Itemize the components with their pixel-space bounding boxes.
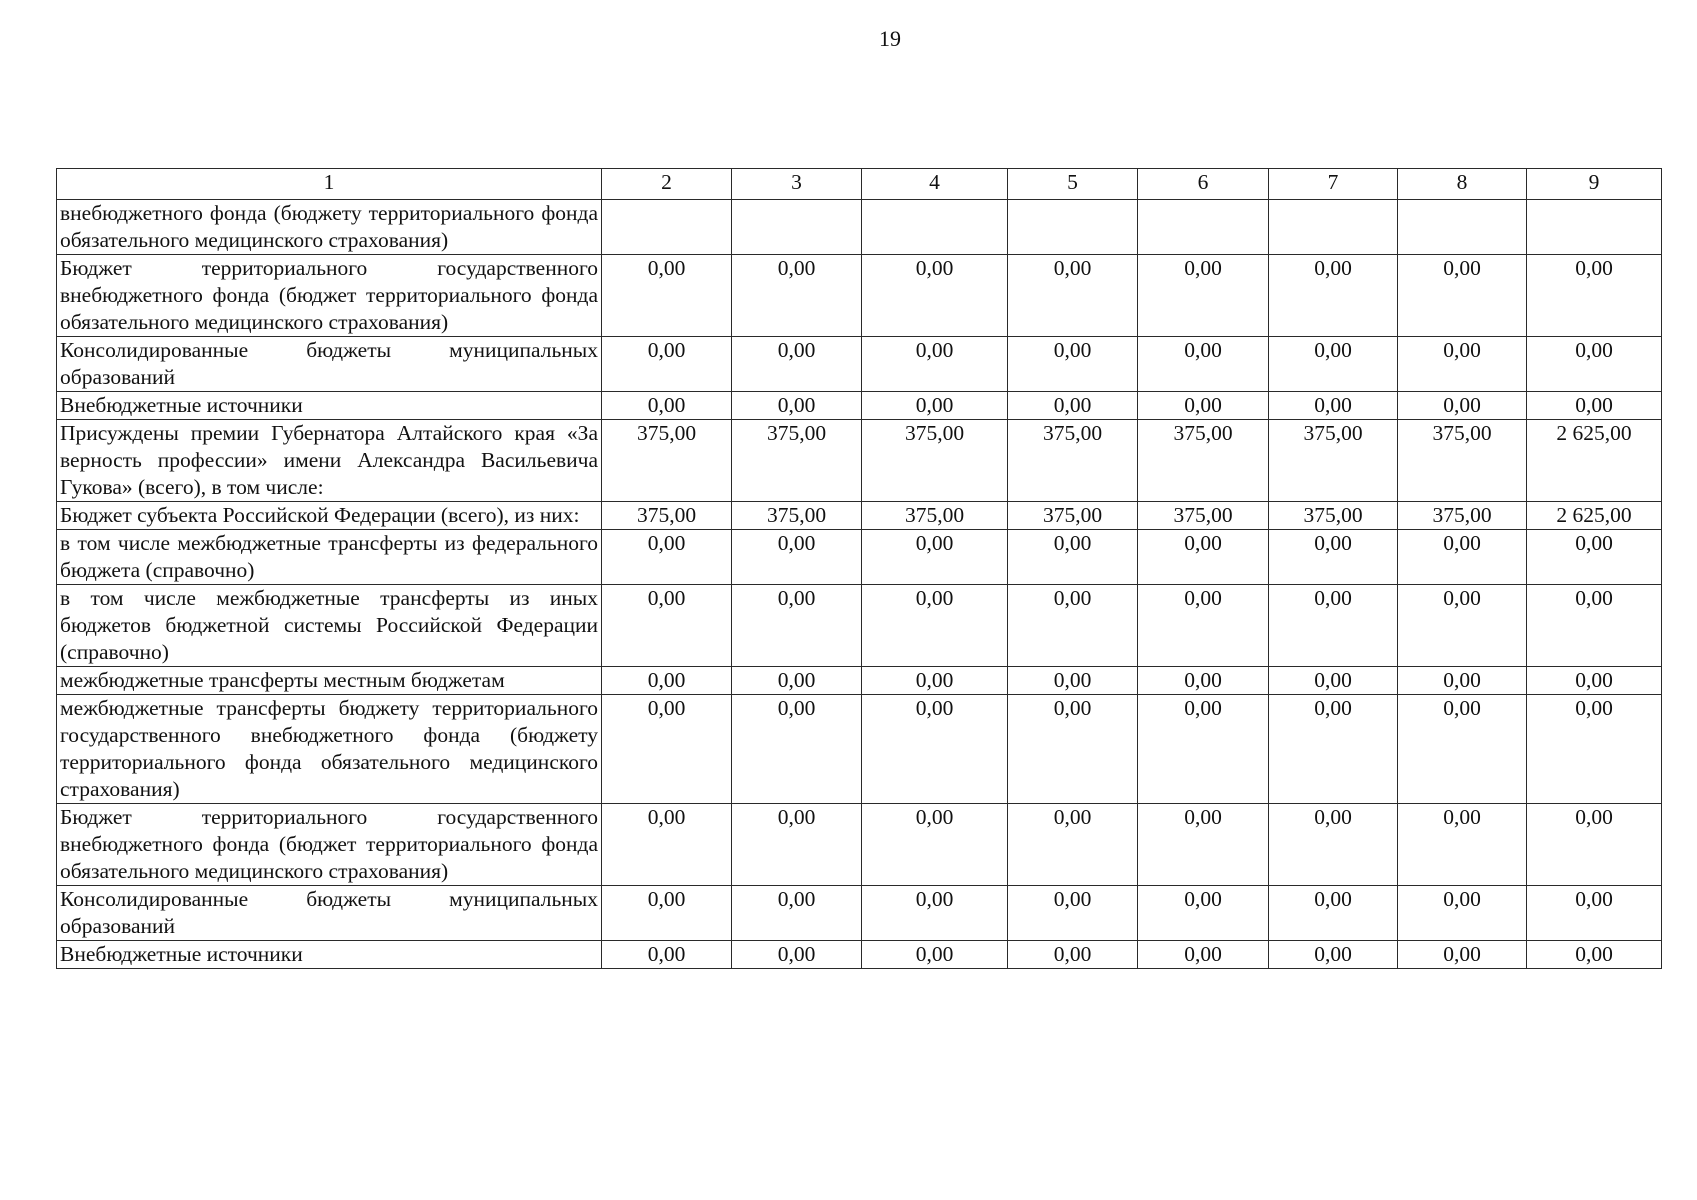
value-cell bbox=[1138, 200, 1269, 255]
value-cell: 0,00 bbox=[1398, 337, 1527, 392]
value-cell: 375,00 bbox=[1398, 502, 1527, 530]
value-cell: 0,00 bbox=[602, 392, 732, 420]
value-cell: 0,00 bbox=[1138, 695, 1269, 804]
row-label: Внебюджетные источники bbox=[57, 941, 602, 969]
value-cell: 0,00 bbox=[1008, 585, 1138, 667]
value-cell: 0,00 bbox=[1008, 337, 1138, 392]
value-cell: 375,00 bbox=[1269, 502, 1398, 530]
table-row bbox=[57, 886, 1662, 941]
table-row bbox=[57, 200, 1662, 255]
column-header: 2 bbox=[602, 169, 732, 200]
table-row bbox=[57, 667, 1662, 695]
column-header: 1 bbox=[57, 169, 602, 200]
value-cell: 0,00 bbox=[732, 667, 862, 695]
value-cell bbox=[602, 200, 732, 255]
value-cell: 0,00 bbox=[732, 695, 862, 804]
table-row bbox=[57, 420, 1662, 502]
page-number: 19 bbox=[879, 26, 901, 51]
value-cell: 0,00 bbox=[602, 886, 732, 941]
value-cell: 0,00 bbox=[732, 392, 862, 420]
row-label: Присуждены премии Губернатора Алтайского края «За верность профессии» имени Александра Васильевича Гукова» (всего), в том числе: bbox=[57, 420, 602, 502]
value-cell: 0,00 bbox=[1398, 804, 1527, 886]
value-cell: 0,00 bbox=[732, 530, 862, 585]
value-cell: 0,00 bbox=[1398, 585, 1527, 667]
value-cell: 0,00 bbox=[1527, 667, 1662, 695]
value-cell: 375,00 bbox=[1138, 502, 1269, 530]
value-cell: 0,00 bbox=[1527, 255, 1662, 337]
value-cell: 0,00 bbox=[1269, 255, 1398, 337]
value-cell: 0,00 bbox=[1527, 695, 1662, 804]
column-header: 6 bbox=[1138, 169, 1269, 200]
value-cell: 0,00 bbox=[1269, 667, 1398, 695]
value-cell: 0,00 bbox=[732, 255, 862, 337]
row-label: Бюджет территориального государственного внебюджетного фонда (бюджет территориального фонда обязательного медицинского страхования) bbox=[57, 255, 602, 337]
table-row bbox=[57, 695, 1662, 804]
value-cell: 0,00 bbox=[1008, 392, 1138, 420]
value-cell: 0,00 bbox=[1527, 337, 1662, 392]
value-cell: 375,00 bbox=[862, 502, 1008, 530]
value-cell: 0,00 bbox=[862, 530, 1008, 585]
value-cell: 0,00 bbox=[732, 337, 862, 392]
value-cell: 0,00 bbox=[1269, 941, 1398, 969]
row-label: Консолидированные бюджеты муниципальных образований bbox=[57, 337, 602, 392]
value-cell: 375,00 bbox=[1138, 420, 1269, 502]
value-cell bbox=[732, 200, 862, 255]
value-cell: 0,00 bbox=[1269, 886, 1398, 941]
column-header: 7 bbox=[1269, 169, 1398, 200]
value-cell: 0,00 bbox=[1398, 667, 1527, 695]
column-header: 9 bbox=[1527, 169, 1662, 200]
value-cell: 0,00 bbox=[1008, 667, 1138, 695]
value-cell: 0,00 bbox=[732, 804, 862, 886]
value-cell: 0,00 bbox=[1398, 695, 1527, 804]
value-cell: 0,00 bbox=[1138, 337, 1269, 392]
row-label: внебюджетного фонда (бюджету территориального фонда обязательного медицинского страхования) bbox=[57, 200, 602, 255]
table-row bbox=[57, 585, 1662, 667]
value-cell: 0,00 bbox=[862, 585, 1008, 667]
value-cell: 0,00 bbox=[1527, 804, 1662, 886]
value-cell: 0,00 bbox=[1398, 255, 1527, 337]
table-row bbox=[57, 941, 1662, 969]
table-body bbox=[57, 200, 1662, 969]
value-cell: 0,00 bbox=[1138, 941, 1269, 969]
value-cell: 375,00 bbox=[1008, 420, 1138, 502]
value-cell: 375,00 bbox=[1269, 420, 1398, 502]
row-label: Бюджет субъекта Российской Федерации (всего), из них: bbox=[57, 502, 602, 530]
value-cell: 0,00 bbox=[1008, 255, 1138, 337]
value-cell: 0,00 bbox=[1008, 695, 1138, 804]
value-cell: 0,00 bbox=[862, 941, 1008, 969]
value-cell: 0,00 bbox=[1008, 886, 1138, 941]
value-cell: 0,00 bbox=[1398, 886, 1527, 941]
table-row bbox=[57, 502, 1662, 530]
value-cell: 0,00 bbox=[1008, 804, 1138, 886]
value-cell: 0,00 bbox=[1527, 530, 1662, 585]
value-cell: 0,00 bbox=[602, 695, 732, 804]
value-cell: 0,00 bbox=[1138, 667, 1269, 695]
value-cell: 0,00 bbox=[1269, 337, 1398, 392]
row-label: межбюджетные трансферты местным бюджетам bbox=[57, 667, 602, 695]
row-label: межбюджетные трансферты бюджету территориального государственного внебюджетного фонда (бюджету территориального фонда обязательного медицинского страхования) bbox=[57, 695, 602, 804]
value-cell: 0,00 bbox=[1269, 695, 1398, 804]
value-cell: 0,00 bbox=[1008, 530, 1138, 585]
value-cell: 2 625,00 bbox=[1527, 502, 1662, 530]
table-row bbox=[57, 530, 1662, 585]
row-label: Бюджет территориального государственного внебюджетного фонда (бюджет территориального фонда обязательного медицинского страхования) bbox=[57, 804, 602, 886]
value-cell: 0,00 bbox=[1138, 585, 1269, 667]
value-cell: 0,00 bbox=[862, 804, 1008, 886]
value-cell: 375,00 bbox=[732, 420, 862, 502]
value-cell: 0,00 bbox=[602, 337, 732, 392]
row-label: Консолидированные бюджеты муниципальных образований bbox=[57, 886, 602, 941]
value-cell bbox=[1008, 200, 1138, 255]
value-cell: 0,00 bbox=[602, 941, 732, 969]
value-cell: 0,00 bbox=[1527, 941, 1662, 969]
value-cell: 375,00 bbox=[602, 502, 732, 530]
value-cell bbox=[862, 200, 1008, 255]
budget-table bbox=[56, 168, 1662, 969]
value-cell: 0,00 bbox=[862, 392, 1008, 420]
value-cell: 0,00 bbox=[1527, 886, 1662, 941]
value-cell: 0,00 bbox=[1527, 585, 1662, 667]
value-cell: 0,00 bbox=[1269, 530, 1398, 585]
value-cell: 2 625,00 bbox=[1527, 420, 1662, 502]
table-row bbox=[57, 337, 1662, 392]
value-cell: 0,00 bbox=[862, 886, 1008, 941]
value-cell: 375,00 bbox=[1008, 502, 1138, 530]
value-cell: 0,00 bbox=[602, 530, 732, 585]
value-cell: 0,00 bbox=[602, 255, 732, 337]
value-cell: 0,00 bbox=[1138, 255, 1269, 337]
value-cell: 0,00 bbox=[602, 585, 732, 667]
value-cell: 0,00 bbox=[1269, 804, 1398, 886]
value-cell bbox=[1269, 200, 1398, 255]
column-header: 8 bbox=[1398, 169, 1527, 200]
column-header: 3 bbox=[732, 169, 862, 200]
value-cell: 0,00 bbox=[1138, 804, 1269, 886]
value-cell: 0,00 bbox=[862, 667, 1008, 695]
table-row bbox=[57, 804, 1662, 886]
value-cell: 0,00 bbox=[732, 886, 862, 941]
value-cell: 0,00 bbox=[1138, 392, 1269, 420]
value-cell: 0,00 bbox=[602, 667, 732, 695]
value-cell: 375,00 bbox=[862, 420, 1008, 502]
value-cell: 0,00 bbox=[862, 255, 1008, 337]
table-row bbox=[57, 392, 1662, 420]
value-cell: 375,00 bbox=[602, 420, 732, 502]
value-cell: 0,00 bbox=[1398, 530, 1527, 585]
value-cell: 0,00 bbox=[1008, 941, 1138, 969]
value-cell: 0,00 bbox=[1269, 392, 1398, 420]
value-cell: 0,00 bbox=[862, 337, 1008, 392]
value-cell: 0,00 bbox=[732, 941, 862, 969]
row-label: Внебюджетные источники bbox=[57, 392, 602, 420]
value-cell: 0,00 bbox=[1398, 392, 1527, 420]
value-cell: 0,00 bbox=[1138, 886, 1269, 941]
value-cell: 0,00 bbox=[1269, 585, 1398, 667]
table-row bbox=[57, 255, 1662, 337]
value-cell: 0,00 bbox=[1398, 941, 1527, 969]
column-header: 4 bbox=[862, 169, 1008, 200]
value-cell bbox=[1398, 200, 1527, 255]
value-cell: 0,00 bbox=[1527, 392, 1662, 420]
row-label: в том числе межбюджетные трансферты из федерального бюджета (справочно) bbox=[57, 530, 602, 585]
column-header: 5 bbox=[1008, 169, 1138, 200]
value-cell: 0,00 bbox=[732, 585, 862, 667]
value-cell: 0,00 bbox=[602, 804, 732, 886]
value-cell: 375,00 bbox=[1398, 420, 1527, 502]
table-header-row bbox=[57, 169, 1662, 200]
value-cell: 0,00 bbox=[862, 695, 1008, 804]
row-label: в том числе межбюджетные трансферты из иных бюджетов бюджетной системы Российской Федерации (справочно) bbox=[57, 585, 602, 667]
value-cell: 0,00 bbox=[1138, 530, 1269, 585]
value-cell: 375,00 bbox=[732, 502, 862, 530]
value-cell bbox=[1527, 200, 1662, 255]
